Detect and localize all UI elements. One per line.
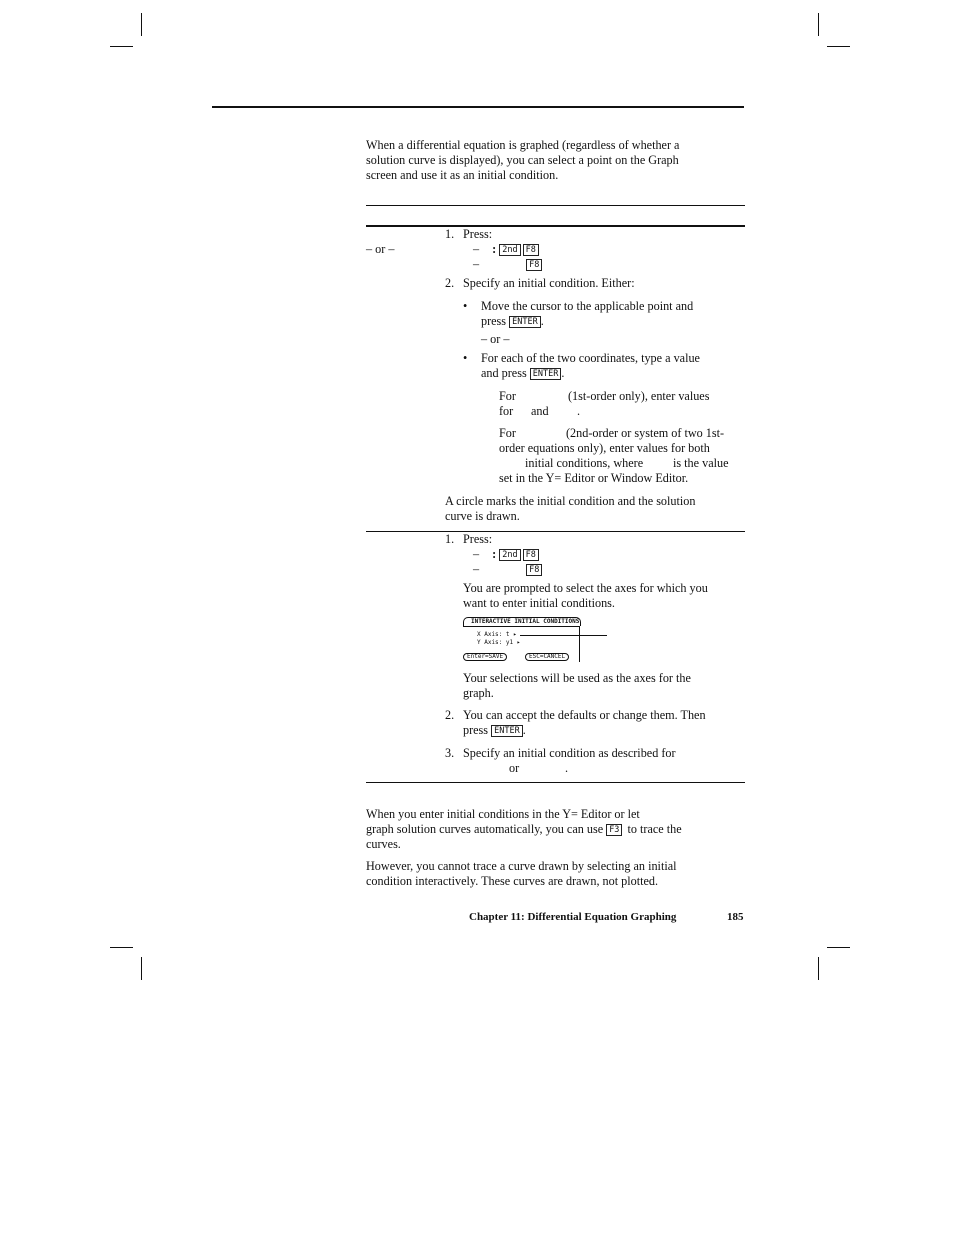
text: and press <box>481 366 527 380</box>
text: . <box>540 314 544 328</box>
key-sequence-option <box>473 257 544 272</box>
note-text: set in the Y= Editor or Window Editor. <box>499 471 689 485</box>
crop-mark <box>141 957 142 980</box>
bullet-text: Move the cursor to the applicable point and <box>481 299 694 313</box>
crop-mark <box>818 13 819 36</box>
row-left-or: – or – <box>366 242 395 256</box>
note-text: order equations only), enter values for both <box>499 441 710 455</box>
selections-text: graph. <box>463 686 494 700</box>
table-top-rule <box>366 205 745 206</box>
key-enter: ENTER <box>530 368 562 380</box>
bullet-text <box>481 366 564 381</box>
y-axis-field[interactable]: Y Axis: y1 ▸ <box>477 639 521 646</box>
save-button[interactable]: Enter=SAVE <box>463 653 507 661</box>
chapter-footer: Chapter 11: Differential Equation Graphing <box>469 911 677 923</box>
key-enter: ENTER <box>509 316 541 328</box>
key-f3: F3 <box>606 824 622 836</box>
intro-line: solution curve is displayed), you can select a point on the Graph <box>366 153 679 167</box>
table-row-divider <box>366 531 745 532</box>
note-text: . <box>577 404 581 418</box>
dash: – <box>473 562 480 576</box>
x-axis-field[interactable]: X Axis: t ▸ <box>477 631 517 638</box>
page-number: 185 <box>727 911 744 923</box>
crop-mark <box>827 947 850 948</box>
or-separator: – or – <box>481 332 510 346</box>
note-text: initial conditions, where <box>525 456 644 470</box>
result-text: curve is drawn. <box>445 509 520 523</box>
bullet-text: For each of the two coordinates, type a value <box>481 351 700 365</box>
key-2nd: 2nd <box>499 244 520 256</box>
text: graph solution curves automatically, you can use <box>366 822 604 836</box>
prompt-text: want to enter initial conditions. <box>463 596 615 610</box>
step-text: or <box>509 761 520 775</box>
table-header-rule <box>366 225 745 227</box>
note-text: is the value <box>673 456 729 470</box>
key-sequence-option <box>473 547 541 562</box>
result-text: A circle marks the initial condition and the solution <box>445 494 696 508</box>
note-text: For <box>499 426 516 440</box>
bullet-text <box>481 314 544 329</box>
text: press <box>463 723 489 737</box>
key-sequence-option <box>473 242 541 257</box>
dash: – <box>473 242 480 256</box>
key-2nd: 2nd <box>499 549 520 561</box>
callout-line <box>520 635 607 636</box>
step-text: Specify an initial condition. Either: <box>463 276 635 290</box>
bullet-mark: • <box>463 299 468 313</box>
text: press <box>481 314 507 328</box>
step-text: You can accept the defaults or change them. Then <box>463 708 706 722</box>
crop-mark <box>110 46 133 47</box>
dialog-title-underline <box>463 626 580 627</box>
prompt-text: You are prompted to select the axes for which you <box>463 581 708 595</box>
crop-mark <box>141 13 142 36</box>
key-enter: ENTER <box>491 725 523 737</box>
intro-line: screen and use it as an initial condition. <box>366 168 559 182</box>
note-text: for <box>499 404 514 418</box>
trace-text: condition interactively. These curves are drawn, not plotted. <box>366 874 659 888</box>
note-text: (2nd-order or system of two 1st- <box>566 426 725 440</box>
dash: – <box>473 257 480 271</box>
colon: : <box>492 242 497 256</box>
step-number: 2. <box>445 276 455 290</box>
key-f8: F8 <box>526 564 542 576</box>
step-text: Press: <box>463 532 493 546</box>
text: . <box>561 366 565 380</box>
dialog-right-border <box>579 626 580 662</box>
trace-text: curves. <box>366 837 401 851</box>
table-bottom-rule <box>366 782 745 783</box>
key-f8: F8 <box>523 549 539 561</box>
bullet-mark: • <box>463 351 468 365</box>
step-number: 1. <box>445 227 455 241</box>
dash: – <box>473 547 480 561</box>
header-rule <box>212 106 744 108</box>
step-text: Press: <box>463 227 493 241</box>
key-f8: F8 <box>526 259 542 271</box>
trace-text: When you enter initial conditions in the Y= Editor or let <box>366 807 640 821</box>
trace-text: However, you cannot trace a curve drawn by selecting an initial <box>366 859 677 873</box>
selections-text: Your selections will be used as the axes for the <box>463 671 691 685</box>
step-text: . <box>565 761 569 775</box>
trace-text <box>366 822 682 837</box>
calculator-screen <box>463 617 581 663</box>
dialog-title: INTERACTIVE INITIAL CONDITIONS <box>471 618 580 625</box>
note-text: For <box>499 389 516 403</box>
intro-line: When a differential equation is graphed (regardless of whether a <box>366 138 680 152</box>
step-number: 2. <box>445 708 455 722</box>
crop-mark <box>827 46 850 47</box>
step-number: 1. <box>445 532 455 546</box>
step-text <box>463 723 526 738</box>
crop-mark <box>110 947 133 948</box>
cancel-button[interactable]: ESC=CANCEL <box>525 653 569 661</box>
note-text: (1st-order only), enter values <box>568 389 710 403</box>
colon: : <box>492 547 497 561</box>
key-sequence-option <box>473 562 544 577</box>
note-text: and <box>531 404 549 418</box>
text: to trace the <box>627 822 682 836</box>
crop-mark <box>818 957 819 980</box>
step-text: Specify an initial condition as described for <box>463 746 676 760</box>
text: . <box>522 723 526 737</box>
step-number: 3. <box>445 746 455 760</box>
key-f8: F8 <box>523 244 539 256</box>
